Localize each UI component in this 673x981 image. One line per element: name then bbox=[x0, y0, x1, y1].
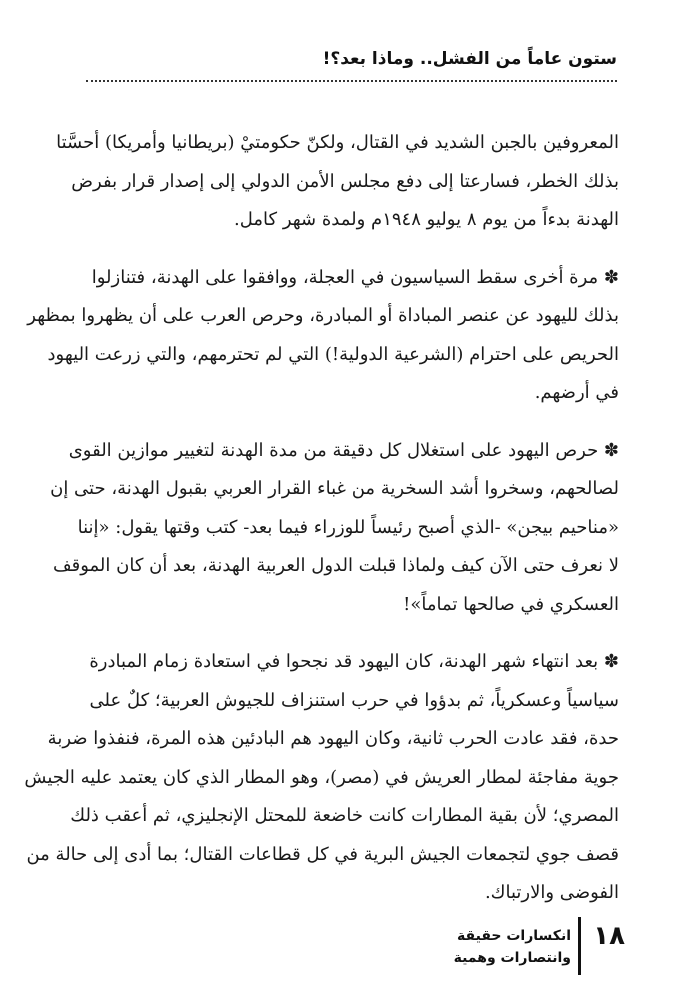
page-number: ١٨ bbox=[593, 921, 625, 951]
running-header-title: ستون عاماً من الفشل.. وماذا بعد؟! bbox=[322, 49, 617, 69]
text-line: في أرضهم. bbox=[534, 382, 619, 403]
text-line: الفوضى والارتباك. bbox=[484, 882, 619, 903]
text-line: بذلك الخطر، فسارعتا إلى دفع مجلس الأمن الدولي إلى إصدار قرار بفرض bbox=[71, 170, 619, 192]
text-line: الحريص على احترام (الشرعية الدولية!) التي لم تحترمهم، والتي زرعت اليهود bbox=[47, 343, 619, 365]
paragraph bbox=[56, 124, 619, 240]
text-line: ✽ بعد انتهاء شهر الهدنة، كان اليهود قد نجحوا في استعادة زمام المبادرة bbox=[89, 651, 619, 672]
page-footer bbox=[425, 913, 625, 977]
text-line: لا نعرف حتى الآن كيف ولماذا قبلت الدول العربية الهدنة، بعد أن كان الموقف bbox=[52, 555, 619, 576]
paragraph bbox=[24, 643, 619, 913]
header-dotted-rule bbox=[86, 80, 617, 82]
text-line: سياسياً وعسكرياً، ثم بدؤوا في حرب استنزاف للجيوش العربية؛ كلٌ على bbox=[89, 689, 619, 711]
text-line: ✽ حرص اليهود على استغلال كل دقيقة من مدة الهدنة لتغيير موازين القوى bbox=[68, 439, 619, 461]
text-line: ✽ مرة أخرى سقط السياسيون في العجلة، ووافقوا على الهدنة، فتنازلوا bbox=[91, 266, 619, 288]
text-line: «مناحيم بيجن» -الذي أصبح رئيساً للوزراء فيما بعد- كتب وقتها يقول: «إننا bbox=[77, 516, 619, 538]
text-line: المصري؛ لأن بقية المطارات كانت خاضعة للمحتل الإنجليزي، ثم أعقب ذلك bbox=[70, 805, 619, 826]
text-line: حدة، فقد عادت الحرب ثانية، وكان اليهود هم البادئين هذه المرة، فنفذوا ضربة bbox=[47, 728, 619, 749]
book-title-line: وانتصارات وهمية bbox=[453, 950, 571, 966]
book-title bbox=[454, 925, 571, 969]
page-body bbox=[24, 124, 619, 932]
text-line: المعروفين بالجبن الشديد في القتال، ولكنّ حكومتيْ (بريطانيا وأمريكا) أحسَّتا bbox=[56, 132, 619, 153]
running-header bbox=[86, 46, 617, 82]
text-line: بذلك لليهود عن عنصر المباداة أو المبادرة، وحرص العرب على أن يظهروا بمظهر bbox=[27, 305, 619, 326]
footer-vertical-rule bbox=[578, 917, 581, 975]
book-title-line: انكسارات حقيقة bbox=[457, 928, 571, 944]
text-line: جوية مفاجئة لمطار العريش في (مصر)، وهو المطار الذي كان يعتمد عليه الجيش bbox=[24, 766, 619, 788]
text-line: قصف جوي لتجمعات الجيش البرية في كل قطاعات القتال؛ بما أدى إلى حالة من bbox=[26, 843, 619, 865]
paragraph bbox=[50, 432, 619, 625]
text-line: العسكري في صالحها تماماً»! bbox=[403, 593, 619, 615]
paragraph bbox=[27, 259, 619, 413]
text-line: لصالحهم، وسخروا أشد السخرية من غباء القرار العربي بقبول الهدنة، حتى إن bbox=[50, 478, 619, 499]
text-line: الهدنة بدءاً من يوم ٨ يوليو ١٩٤٨م ولمدة شهر كامل. bbox=[234, 209, 619, 230]
